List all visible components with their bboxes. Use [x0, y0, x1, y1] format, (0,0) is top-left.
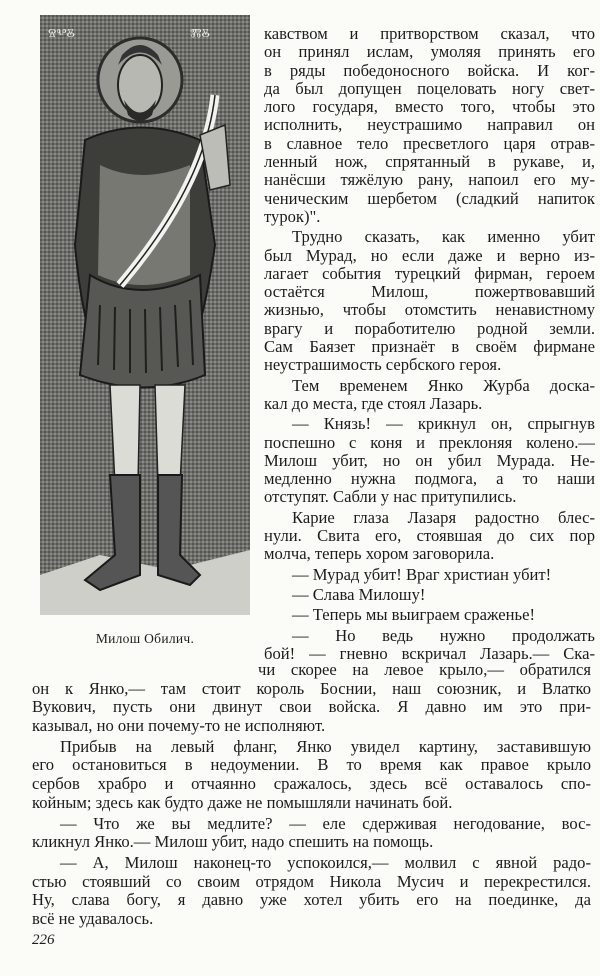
- text-line: Вукович, пусть они двинут свои войска. Я давно им это при-: [32, 698, 591, 717]
- text-line: Сам Баязет признаёт в своём фирмане: [264, 338, 595, 357]
- text-line: молча, теперь хором заговорила.: [264, 545, 495, 564]
- text-line: — Мурад убит! Враг христиан убит!: [292, 565, 552, 584]
- text-line: да был допущен поцеловать ногу свет-: [264, 79, 595, 98]
- text-line: ченическим шербетом (сладкий напиток: [264, 189, 595, 208]
- text-line: нули. Свита его, стоявшая до сих пор: [264, 527, 595, 546]
- text-line: койным; здесь как будто даже не помышляли начинать бой.: [32, 793, 453, 812]
- paragraph: [264, 415, 595, 506]
- text-line: Милош убит, но он убил Мурада. Не-: [264, 451, 595, 470]
- text-line: он принял ислам, умоляя принять его: [264, 43, 595, 62]
- paragraph: [264, 377, 595, 414]
- text-line: лого государя, вместо того, чтобы это: [264, 98, 595, 117]
- bottom-text-block: [32, 659, 591, 929]
- text-line: чи скорее на левое крыло,— обратился: [258, 661, 591, 679]
- paragraph: [32, 738, 591, 813]
- right-text-column: [264, 23, 595, 663]
- text-line: бой! — гневно вскричал Лазарь.— Ска-: [264, 644, 595, 663]
- figure-caption: Милош Обилич.: [95, 631, 195, 646]
- text-line: сербов храбро и отчаянно сражалось, здесь всё оставалось спо-: [32, 775, 591, 794]
- text-line: турок)".: [264, 207, 321, 226]
- text-line: он к Янко,— там стоит король Боснии, наш союзник, и Влатко: [32, 679, 591, 698]
- paragraph: [32, 815, 591, 852]
- paragraph: [264, 25, 595, 226]
- paragraph: [264, 228, 595, 374]
- text-line: стью стоявший со своим отрядом Никола Мусич и перекрестился.: [32, 872, 591, 891]
- text-line: кавством и притворством сказал, что: [264, 25, 595, 43]
- text-line: — А, Милош наконец-то успокоился,— молвил с явной радо-: [60, 853, 591, 872]
- text-line: кал до места, где стоял Лазарь.: [264, 394, 483, 413]
- text-line: нанёсши тяжёлую рану, напоил его му-: [264, 171, 595, 190]
- text-line: в ряды победоносного войска. И ког-: [264, 61, 595, 80]
- text-line: в славное тело пресветлого царя отрав-: [264, 134, 595, 153]
- text-line: врагу и поработителю родной земли.: [264, 319, 595, 338]
- text-line: — Князь! — крикнул он, спрыгнув: [292, 415, 595, 434]
- paragraph: [32, 661, 591, 736]
- text-line: исполнить, неустрашимо направил он: [264, 116, 595, 135]
- paragraph: [264, 566, 595, 584]
- text-line: Карие глаза Лазаря радостно блес-: [292, 508, 595, 527]
- text-line: — Что же вы медлите? — еле сдерживая негодование, вос-: [60, 814, 591, 833]
- text-line: — Теперь мы выиграем сраженье!: [292, 606, 535, 625]
- text-line: — Но ведь нужно продолжать: [292, 626, 595, 645]
- text-line: медленно нужна подмога, а то наши: [264, 470, 595, 489]
- text-line: — Слава Милошу!: [292, 585, 426, 604]
- text-line: неустрашимость сербского героя.: [264, 356, 502, 375]
- paragraph: [264, 627, 595, 664]
- paragraph: [32, 854, 591, 929]
- text-line: был Мурад, но если даже и верно из-: [264, 246, 595, 265]
- svg-text:ⰔⰂⰋ: ⰔⰂⰋ: [48, 26, 75, 40]
- text-line: ленный нож, спрятанный в рукаве, и,: [264, 153, 595, 172]
- text-line: Ну, слава богу, я давно уже хотел убить его на поединке, да: [32, 891, 591, 910]
- text-line: Прибыв на левый фланг, Янко увидел картину, заставившую: [60, 737, 591, 756]
- text-line: Трудно сказать, как именно убит: [292, 228, 595, 247]
- text-line: Тем временем Янко Журба доска-: [292, 376, 595, 395]
- text-line: лагает события турецкий фирман, героем: [264, 264, 595, 283]
- paragraph: [264, 606, 595, 624]
- milos-obilic-illustration: [40, 15, 250, 615]
- svg-text:ⰏⰋ: ⰏⰋ: [190, 26, 210, 40]
- paragraph: [264, 509, 595, 564]
- text-line: остаётся Милош, пожертвовавший: [264, 283, 595, 302]
- text-line: всё не удавалось.: [32, 909, 154, 928]
- page-number: 226: [32, 932, 55, 948]
- paragraph: [264, 586, 595, 604]
- text-line: поспешно с коня и преклоняя колено.—: [264, 433, 595, 452]
- text-line: жизнью, чтобы отомстить ненавистному: [264, 301, 595, 320]
- text-line: казывал, но они почему-то не исполняют.: [32, 717, 326, 736]
- text-line: кликнул Янко.— Милош убит, надо спешить на помощь.: [32, 833, 434, 852]
- text-line: отступят. Сабли у нас притупились.: [264, 488, 517, 507]
- text-line: его остановиться в недоумении. В то время как правое крыло: [32, 756, 591, 775]
